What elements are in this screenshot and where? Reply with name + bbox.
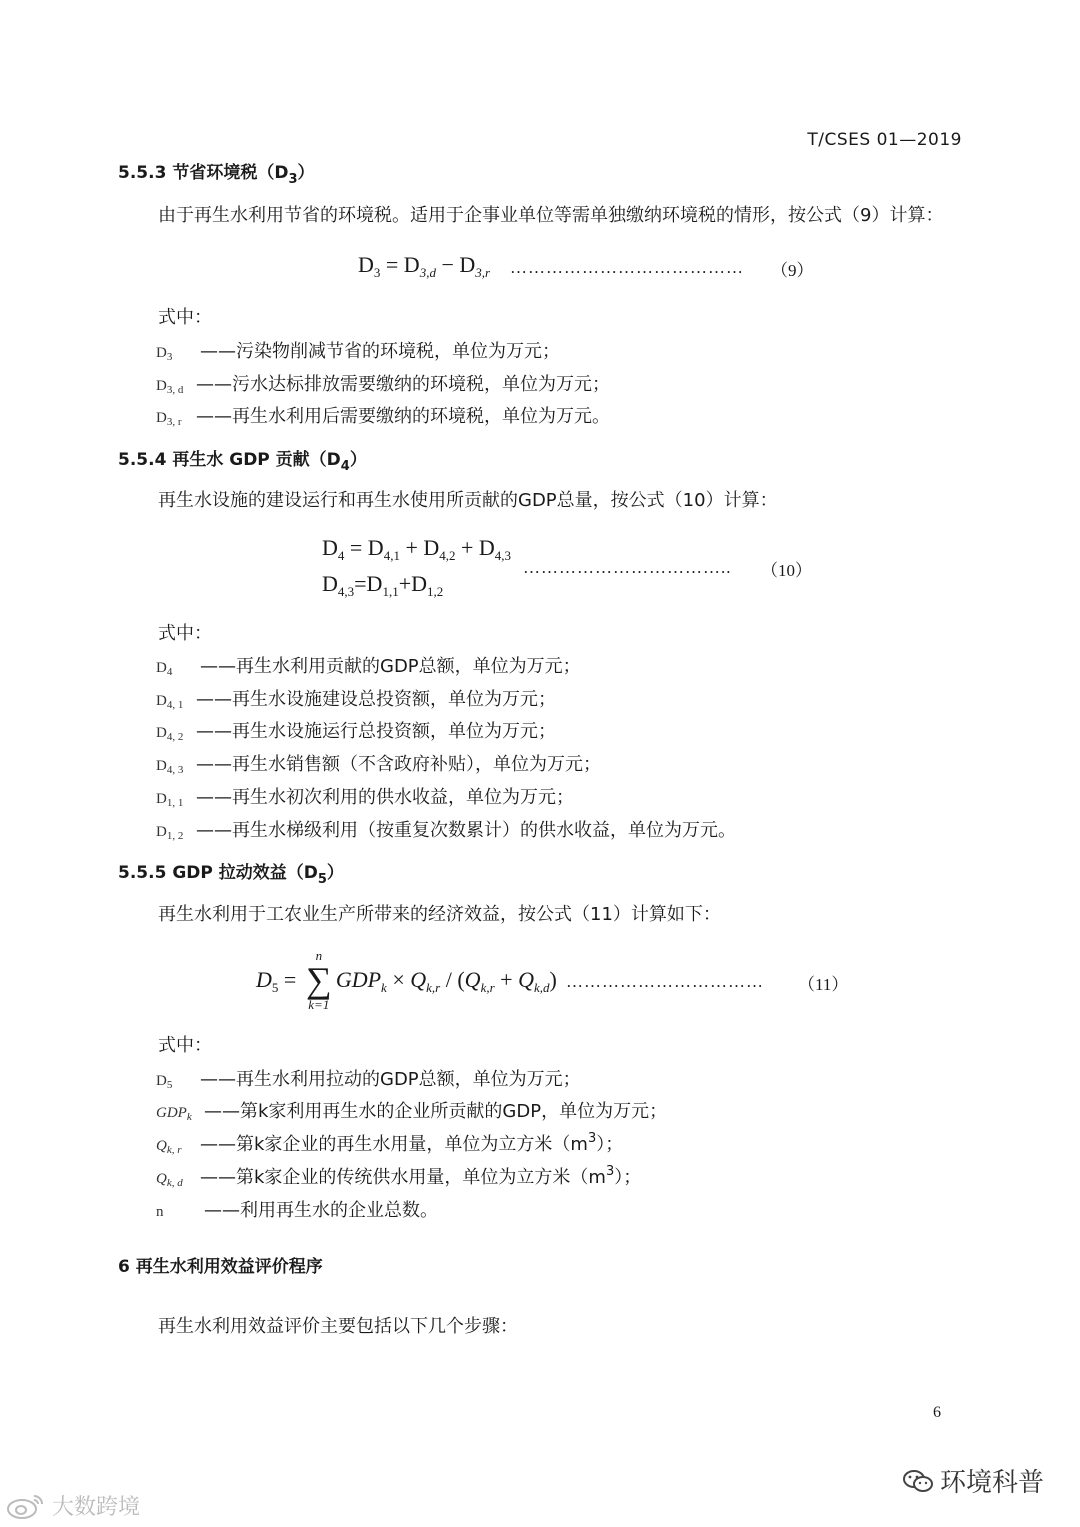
definition-row: $D_4$ ——再生水利用贡献的GDP总额，单位为万元； [156,656,581,678]
def-text: ——污染物削减节省的环境税，单位为万元； [200,341,560,362]
formula-9-leader: ………………………………… [510,258,744,277]
definition-row: $D_5$ ——再生水利用拉动的GDP总额，单位为万元； [156,1069,581,1091]
paragraph-6: 再生水利用效益评价主要包括以下几个步骤： [158,1316,518,1337]
heading-end: ） [297,163,315,183]
def-text: ——第k家企业的传统供水用量，单位为立方米（m [200,1167,606,1188]
watermark-right [902,1462,1044,1499]
formula-9: $D_3 = D_{3,d} - D_{3,r}$ [358,252,491,280]
weibo-icon [6,1492,46,1520]
document-code: T/CSES 01—2019 [807,130,962,150]
formula-11-number: （11） [798,975,849,994]
wechat-icon [902,1468,934,1494]
def-text: ——再生水初次利用的供水收益，单位为万元； [196,787,574,808]
def-symbol: $D_3$ [156,345,173,363]
section-heading-5-5-3 [118,158,314,187]
def-text: ——第k家利用再生水的企业所贡献的GDP，单位为万元； [204,1101,668,1122]
section-heading-6: 6 再生水利用效益评价程序 [118,1257,323,1277]
def-text: ——再生水利用贡献的GDP总额，单位为万元； [200,656,581,677]
def-text: ——利用再生水的企业总数。 [204,1200,438,1221]
definition-row: $D_{4, 3}$ ——再生水销售额（不含政府补贴），单位为万元； [156,754,601,776]
where-label: 式中： [158,1035,212,1056]
formula-11-leader: …………………………… [566,972,764,991]
watermark-right-text: 环境科普 [940,1468,1045,1498]
definition-row: $D_{4, 2}$ ——再生水设施运行总投资额，单位为万元； [156,721,556,743]
where-label: 式中： [158,307,212,328]
paragraph-5-5-4: 再生水设施的建设运行和再生水使用所贡献的GDP总量，按公式（10）计算： [158,490,778,511]
definition-row: $D_{1, 1}$ ——再生水初次利用的供水收益，单位为万元； [156,787,574,809]
def-text: ——再生水梯级利用（按重复次数累计）的供水收益，单位为万元。 [196,820,736,841]
definition-row: $D_{4, 1}$ ——再生水设施建设总投资额，单位为万元； [156,689,556,711]
watermark-left-text: 大数跨境 [52,1495,141,1520]
formula-10-line2: $D_{4,3}=D_{1,1}+D_{1,2}$ [322,571,444,599]
def-text: ——再生水设施建设总投资额，单位为万元； [196,689,556,710]
heading-sub: 4 [340,459,350,474]
def-text: ——污水达标排放需要缴纳的环境税，单位为万元； [196,374,610,395]
heading-sub: 3 [288,172,298,187]
heading-sub: 5 [317,872,327,887]
where-label: 式中： [158,623,212,644]
section-heading-5-5-5 [118,858,344,887]
definition-row: $Q_{k, r}$ ——第k家企业的再生水用量，单位为立方米$(m^3)$； [156,1131,624,1156]
watermark-left [6,1490,140,1521]
def-text: ——再生水销售额（不含政府补贴），单位为万元； [196,754,601,775]
paragraph-5-5-5: 再生水利用于工农业生产所带来的经济效益，按公式（11）计算如下： [158,904,721,925]
def-text: ——再生水利用拉动的GDP总额，单位为万元； [200,1069,581,1090]
superscript: 3 [587,1131,597,1146]
definition-row: $D_{1, 2}$ ——再生水梯级利用（按重复次数累计）的供水收益，单位为万元。 [156,820,736,842]
def-symbol: $D_{3, r}$ [156,410,182,428]
page-number: 6 [933,1404,941,1421]
formula-11: $D_5$ = n ∑ k=1 $GDP_k \times Q_{k,r} / (Q_{k,r} + Q_{k,d})$ [256,948,557,1012]
heading-text: 5.5.3 节省环境税（D [118,163,289,183]
definition-row: $Q_{k, d}$ ——第k家企业的传统供水用量，单位为立方米$(m^3)$； [156,1164,642,1189]
formula-10-line1: $D_4 = D_{4,1} + D_{4,2} + D_{4,3}$ [322,535,512,563]
def-text-end: ）； [614,1167,642,1188]
def-symbol: $D_{3, d}$ [156,378,184,396]
heading-end: ） [349,450,367,470]
definition-row [156,402,610,428]
definition-row [156,337,560,363]
formula-9-number: （9） [771,261,814,280]
definition-row: $GDP_k$ ——第k家利用再生水的企业所贡献的GDP，单位为万元； [156,1101,668,1123]
def-text-end: ）； [596,1134,624,1155]
heading-end: ） [326,863,344,883]
heading-text: 5.5.4 再生水 GDP 贡献（D [118,450,341,470]
formula-10-number: （10） [761,561,812,580]
def-text: ——再生水利用后需要缴纳的环境税，单位为万元。 [196,406,610,427]
formula-10-leader: …………………………….. [523,558,732,577]
def-text: ——第k家企业的再生水用量，单位为立方米（m [200,1134,588,1155]
definition-row [156,370,610,396]
definition-row: n ——利用再生水的企业总数。 [156,1200,438,1221]
superscript: 3 [605,1164,615,1179]
heading-text: 5.5.5 GDP 拉动效益（D [118,863,318,883]
def-text: ——再生水设施运行总投资额，单位为万元； [196,721,556,742]
paragraph-5-5-3: 由于再生水利用节省的环境税。适用于企事业单位等需单独缴纳环境税的情形，按公式（9）计算： [158,205,944,226]
section-heading-5-5-4 [118,445,367,474]
